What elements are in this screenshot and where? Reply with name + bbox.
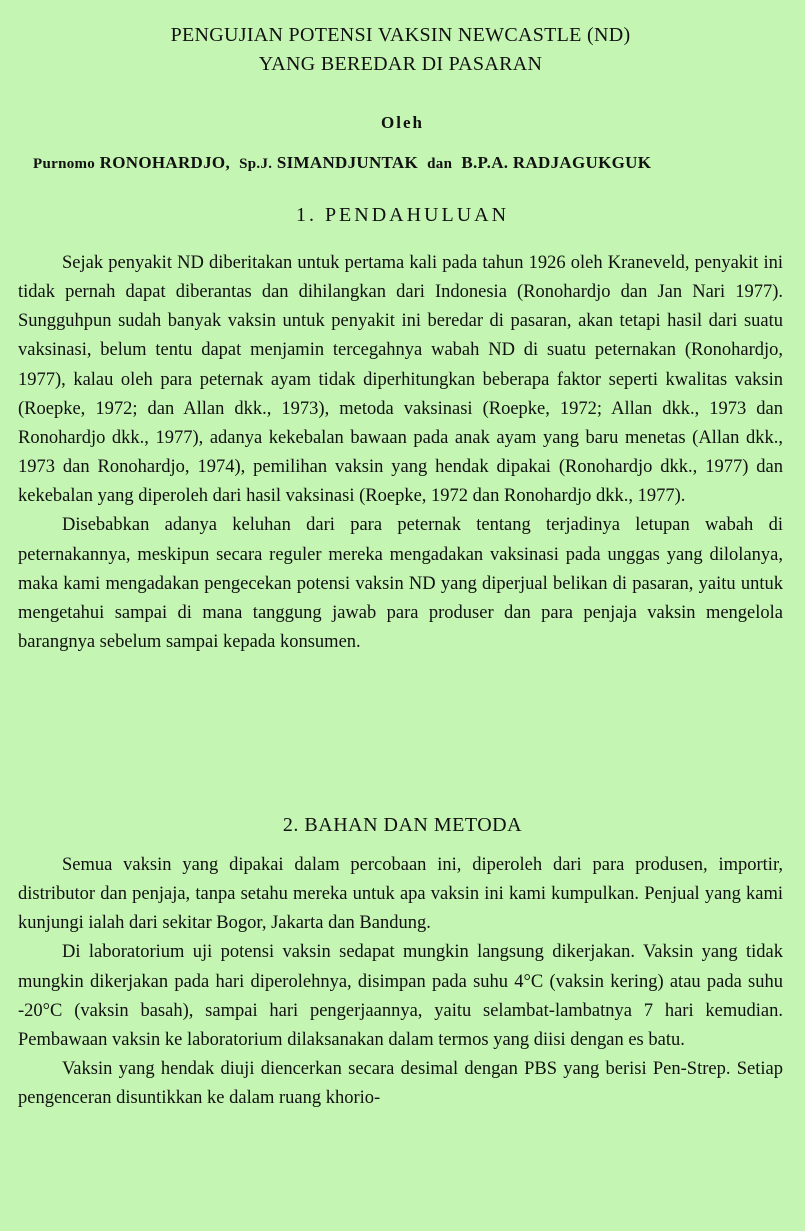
paragraph: Di laboratorium uji potensi vaksin sedapat mungkin langsung dikerjakan. Vaksin yang tidak mungkin dikerjakan pada hari diperolehnya, disimpan pada suhu 4°C (vaksin kering) atau pada suhu -20°C (vaksin basah), sampai hari pengerjaannya, yaitu selambat-lambatnya 7 hari kemudian. Pembawaan vaksin ke laboratorium dilaksanakan dalam termos yang diisi dengan es batu. <box>18 942 783 1050</box>
author-3: B.P.A. RADJAGUKGUK <box>461 153 652 172</box>
author-2-last: SIMANDJUNTAK <box>276 153 419 172</box>
section-body-pendahuluan <box>18 249 783 657</box>
title-line-2: YANG BEREDAR DI PASARAN <box>258 53 543 75</box>
title-line-1: PENGUJIAN POTENSI VAKSIN NEWCASTLE (ND) <box>170 24 631 46</box>
paragraph: Semua vaksin yang dipakai dalam percobaan ini, diperoleh dari para produsen, importir, distributor dan penjaja, tanpa setahu mereka untuk apa vaksin ini kami kumpulkan. Penjual yang kami kunjungi ialah dari sekitar Bogor, Jakarta dan Bandung. <box>18 855 783 934</box>
authors-line <box>33 153 783 173</box>
paragraph: Sejak penyakit ND diberitakan untuk pertama kali pada tahun 1926 oleh Kraneveld, penyakit ini tidak pernah dapat diberantas dan dihilangkan dari Indonesia (Ronohardjo dan Jan Nari 1977). Sungguhpun sudah banyak vaksin untuk penyakit ini beredar di pasaran, akan tetapi hasil dari suatu vaksinasi, belum tentu dapat menjamin tercegahnya wabah ND di suatu peternakan (Ronohardjo, 1977), kalau oleh para peternak ayam tidak diperhitungkan beberapa faktor seperti kwalitas vaksin (Roepke, 1972; dan Allan dkk., 1973), metoda vaksinasi (Roepke, 1972; Allan dkk., 1973 dan Ronohardjo dkk., 1977), adanya kekebalan bawaan pada anak ayam yang baru menetas (Allan dkk., 1973 dan Ronohardjo, 1974), pemilihan vaksin yang hendak dipakai (Ronohardjo dkk., 1977) dan kekebalan yang diperoleh dari hasil vaksinasi (Roepke, 1972 dan Ronohardjo dkk., 1977). <box>18 253 783 507</box>
section-body-bahan-dan-metoda <box>18 851 783 1113</box>
paper-title <box>18 0 783 79</box>
author-1-first: Purnomo <box>33 156 96 172</box>
paragraph: Disebabkan adanya keluhan dari para peternak tentang terjadinya letupan wabah di peternakannya, meskipun secara reguler mereka mengadakan vaksinasi pada unggas yang dilolanya, maka kami mengadakan pengecekan potensi vaksin ND yang diperjual belikan di pasaran, yaitu untuk mengetahui sampai di mana tanggung jawab para produser dan para penjaja vaksin mengelola barangnya sebelum sampai kepada konsumen. <box>18 515 783 653</box>
author-conjunction: dan <box>427 156 453 172</box>
paragraph: Vaksin yang hendak diuji diencerkan secara desimal dengan PBS yang berisi Pen-Strep. Setiap pengenceran disuntikkan ke dalam ruang khorio- <box>18 1059 783 1109</box>
author-2-first: Sp.J. <box>239 156 273 172</box>
by-label: Oleh <box>381 113 424 132</box>
section-heading-pendahuluan: 1. PENDAHULUAN <box>295 204 510 226</box>
author-1-last: RONOHARDJO, <box>99 153 230 172</box>
section-heading-bahan-dan-metoda: 2. BAHAN DAN METODA <box>282 814 523 836</box>
